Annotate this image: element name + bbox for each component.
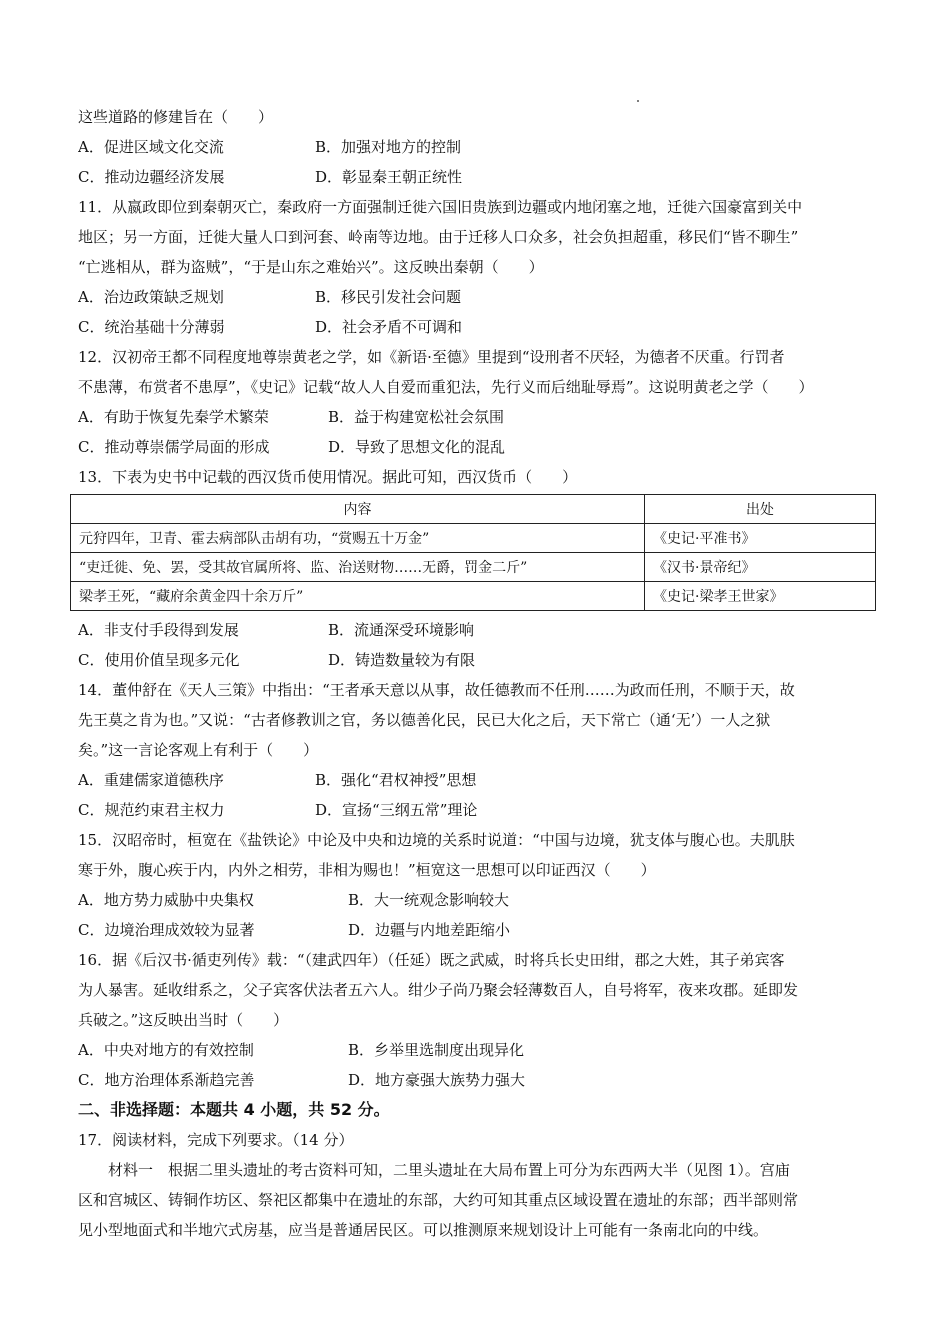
q13-option-d: D．铸造数量较为有限 [328,651,476,669]
q16-option-b: B．乡举里选制度出现异化 [348,1041,525,1059]
q13-option-c: C．使用价值呈现多元化 [78,651,240,669]
q10-options-row-2 [78,162,884,192]
q13-table [70,494,876,611]
q13-options-row-2 [78,645,884,675]
q11-stem-line: “亡逃相从，群为盗贼”，“于是山东之难始兴”。这反映出秦朝（ ） [78,258,544,276]
q12-stem-line: 不患薄，布赏者不患厚”，《史记》记载“故人人自爱而重犯法，先行义而后绌耻辱焉”。这说明黄老之学（ ） [78,378,814,396]
q17-stem: 17．阅读材料，完成下列要求。（14 分） [78,1131,354,1149]
q11-option-b: B．移民引发社会问题 [315,288,462,306]
q12-stem-line: 12．汉初帝王都不同程度地尊崇黄老之学，如《新语·至德》里提到“设刑者不厌轻，为德者不厌重。行罚者 [78,348,785,366]
table-header-content: 内容 [71,495,645,524]
q12-options-row-2 [78,432,884,462]
q15-stem-line: 15．汉昭帝时，桓宽在《盐铁论》中论及中央和边境的关系时说道：“中国与边境，犹支体与腹心也。夫肌肤 [78,831,795,849]
table-cell-source: 《史记·平准书》 [645,524,876,553]
q12-options-row-1 [78,402,884,432]
q14-stem-line: 矣。”这一言论客观上有利于（ ） [78,741,319,759]
q15-stem-line: 寒于外，腹心疾于内，内外之相劳，非相为赐也！”桓宽这一思想可以印证西汉（ ） [78,861,656,879]
table-cell-content: “吏迁徙、免、罢，受其故官属所将、监、治送财物……无爵，罚金二斤” [71,553,645,582]
q15-options-row-2 [78,915,884,945]
q13-stem: 13．下表为史书中记载的西汉货币使用情况。据此可知，西汉货币（ ） [78,468,578,486]
q16-option-a: A．中央对地方的有效控制 [78,1041,254,1059]
q14-options-row-2 [78,795,884,825]
table-header-row [71,495,876,524]
q12-option-c: C．推动尊崇儒学局面的形成 [78,438,270,456]
q15-option-b: B．大一统观念影响较大 [348,891,510,909]
q11-stem-line: 地区；另一方面，迁徙大量人口到河套、岭南等边地。由于迁移人口众多，社会负担超重，移民们“皆不聊生” [78,228,799,246]
q14-options-row-1 [78,765,884,795]
q10-option-a: A．促进区域文化交流 [78,138,224,156]
q10-option-c: C．推动边疆经济发展 [78,168,225,186]
q15-option-a: A．地方势力威胁中央集权 [78,891,254,909]
q14-option-d: D．宣扬“三纲五常”理论 [315,801,478,819]
q16-options-row-2 [78,1065,884,1095]
q14-option-c: C．规范约束君主权力 [78,801,225,819]
q16-stem-line: 为人暴害。延收绀系之，父子宾客伏法者五六人。绀少子尚乃聚会轻薄数百人，自号将军，夜来攻郡。延即发 [78,981,799,999]
table-row [71,553,876,582]
table-cell-source: 《汉书·景帝纪》 [645,553,876,582]
q13-options-row-1 [78,615,884,645]
q14-stem-line: 先王莫之肯为也。”又说：“古者修教训之官，务以德善化民，民已大化之后，天下常亡（通‘无’）一人之狱 [78,711,771,729]
q13-option-a: A．非支付手段得到发展 [78,621,239,639]
q11-option-c: C．统治基础十分薄弱 [78,318,225,336]
q15-option-c: C．边境治理成效较为显著 [78,921,255,939]
q16-option-d: D．地方豪强大族势力强大 [348,1071,526,1089]
table-row [71,524,876,553]
table-cell-source: 《史记·梁孝王世家》 [645,582,876,611]
q13-option-b: B．流通深受环境影响 [328,621,475,639]
q10-option-d: D．彰显秦王朝正统性 [315,168,463,186]
q11-option-a: A．治边政策缺乏规划 [78,288,224,306]
material-1-line: 材料一 根据二里头遗址的考古资料可知，二里头遗址在大局布置上可分为东西两大半（见图 1）。宫庙 [108,1161,790,1179]
table-cell-content: 梁孝王死，“藏府余黄金四十余万斤” [71,582,645,611]
table-header-source: 出处 [645,495,876,524]
q11-stem-line: 11．从嬴政即位到秦朝灭亡，秦政府一方面强制迁徙六国旧贵族到边疆或内地闭塞之地，迁徙六国豪富到关中 [78,198,803,216]
material-1-line: 区和宫城区、铸铜作坊区、祭祀区都集中在遗址的东部，大约可知其重点区域设置在遗址的东部；西半部则常 [78,1191,799,1209]
q16-stem-line: 16．据《后汉书·循吏列传》载：“（建武四年）（任延）既之武威，时将兵长史田绀，郡之大姓，其子弟宾客 [78,951,785,969]
q14-option-a: A．重建儒家道德秩序 [78,771,224,789]
table-row [71,582,876,611]
q12-option-d: D．导致了思想文化的混乱 [328,438,506,456]
table-cell-content: 元狩四年，卫青、霍去病部队击胡有功，“赏赐五十万金” [71,524,645,553]
q15-options-row-1 [78,885,884,915]
material-1-line: 见小型地面式和半地穴式房基，应当是普通居民区。可以推测原来规划设计上可能有一条南北向的中线。 [78,1221,769,1239]
q16-option-c: C．地方治理体系渐趋完善 [78,1071,255,1089]
q15-option-d: D．边疆与内地差距缩小 [348,921,511,939]
q10-option-b: B．加强对地方的控制 [315,138,462,156]
q11-options-row-1 [78,282,884,312]
q16-stem-line: 兵破之。”这反映出当时（ ） [78,1011,289,1029]
q10-stem-tail: 这些道路的修建旨在（ ） [78,108,274,126]
exam-page [78,102,884,1245]
q11-option-d: D．社会矛盾不可调和 [315,318,463,336]
q14-option-b: B．强化“君权神授”思想 [315,771,477,789]
q11-options-row-2 [78,312,884,342]
q16-options-row-1 [78,1035,884,1065]
section-2-title: 二、非选择题：本题共 4 小题，共 52 分。 [78,1100,390,1119]
q10-options-row-1 [78,132,884,162]
q12-option-a: A．有助于恢复先秦学术繁荣 [78,408,269,426]
q14-stem-line: 14．董仲舒在《天人三策》中指出：“王者承天意以从事，故任德教而不任刑……为政而任刑，不顺于天，故 [78,681,795,699]
q12-option-b: B．益于构建宽松社会氛围 [328,408,505,426]
